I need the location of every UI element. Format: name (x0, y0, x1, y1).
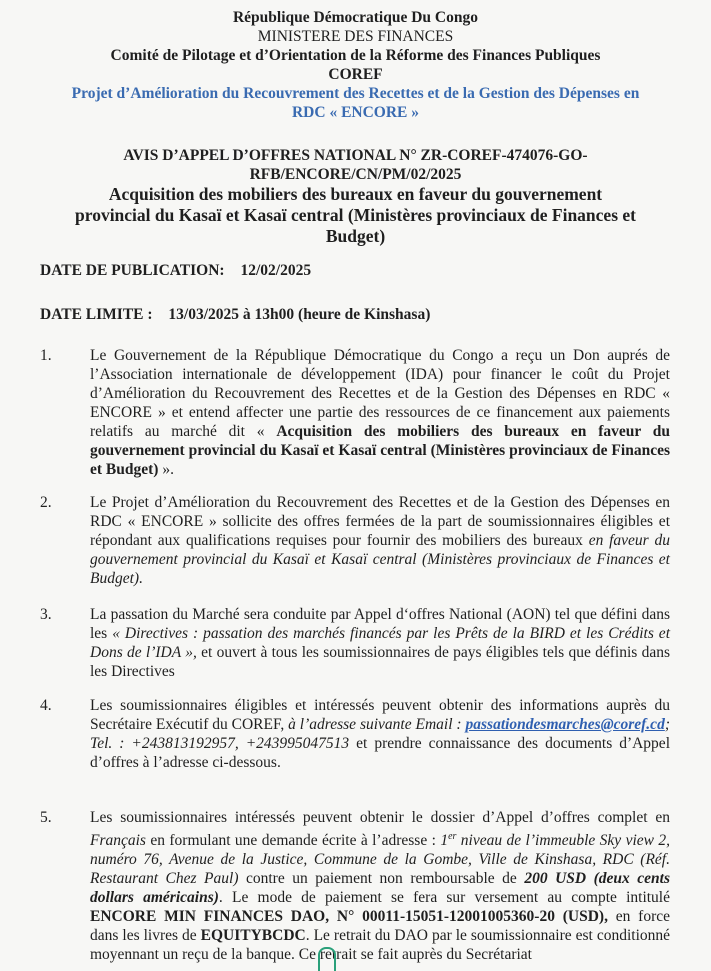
clause-5 (40, 808, 670, 964)
floor-ordinal: er (448, 831, 457, 842)
email-link[interactable]: passationdesmarches@coref.cd (465, 716, 665, 733)
clause-text (90, 605, 670, 681)
ministry-name: MINISTERE DES FINANCES (257, 28, 454, 45)
deadline-label: DATE LIMITE : (40, 306, 153, 323)
clause-4 (40, 696, 670, 772)
clause-1 (40, 346, 670, 479)
clause-text (90, 696, 670, 772)
clause-text-tail: ». (158, 461, 174, 478)
fee-amount: 200 USD (deux cents dollars américains) (90, 870, 670, 907)
notice-title-line3: Budget) (325, 226, 386, 246)
project-name-line2: RDC « ENCORE » (291, 104, 420, 121)
committee-acronym: COREF (328, 66, 383, 83)
notice-title-line2: provincial du Kasaï et Kasaï central (Ministères provinciaux de Finances et (75, 205, 636, 225)
signature-mark-icon (318, 947, 336, 971)
clause-text-italic: à l’adresse suivante Email : (288, 716, 462, 733)
clause-2 (40, 493, 670, 588)
clause-text-plain: Les soumissionnaires éligibles et intéressés peuvent obtenir des informations auprès du Secrétaire Exécutif du COREF, (90, 697, 670, 733)
bank-name: EQUITYBCDC (200, 927, 306, 945)
clause-text-plain: Le Projet d’Amélioration du Recouvrement des Recettes et de la Gestion des Dépenses en RDC « ENCORE » sollicite des offres fermées de la part de soumissionnaires éligibles et répondant aux qualifications requises pour fournir des mobiliers des bureaux (90, 494, 670, 549)
clause-text-plain: La passation du Marché sera conduite par Appel d‘offres National (AON) tel que défini dans les (90, 606, 670, 642)
clause-text-plain: . Le mode de paiement se fera sur versement au compte intitulé (218, 889, 670, 907)
deadline-value: 13/03/2025 à 13h00 (heure de Kinshasa) (168, 306, 431, 323)
language-italic: Français (90, 832, 146, 850)
clause-text (90, 346, 670, 479)
clause-text (90, 808, 670, 964)
deadline-date (40, 306, 430, 324)
floor-number: 1 (440, 832, 449, 850)
clause-text-plain: Les soumissionnaires intéressés peuvent obtenir le dossier d’Appel d’offres complet en (90, 809, 670, 826)
clause-text-tail: et prendre connaissance des documents d’Appel d’offres à l’adresse ci-dessous. (90, 735, 670, 771)
project-name-line1: Projet d’Amélioration du Recouvrement des Recettes et de la Gestion des Dépenses en (71, 85, 640, 102)
notice-title-line1: Acquisition des mobiliers des bureaux en faveur du gouvernement (108, 184, 603, 204)
clause-text-italic: en faveur du gouvernement provincial du Kasaï et Kasaï central (Ministères provinciaux de Finances et Budget). (90, 532, 670, 587)
clause-3 (40, 605, 670, 681)
clause-text-plain: en force dans les livres de (90, 908, 670, 945)
bank-account: ENCORE MIN FINANCES DAO, N° 00011-15051-12001005360-20 (USD), (90, 908, 608, 926)
clause-number: 2. (40, 494, 52, 511)
clause-number: 1. (40, 347, 52, 364)
clause-number: 3. (40, 606, 52, 623)
notice-number-line2: RFB/ENCORE/CN/PM/02/2025 (249, 166, 462, 183)
clause-text-bold: Acquisition des mobiliers des bureaux en faveur du gouvernement provincial du Kasaï et Kasaï central (Ministères provinciaux de Finances et Budget) (90, 423, 670, 478)
notice-number (0, 146, 711, 184)
clause-text-plain: contre un paiement non remboursable de (238, 870, 525, 888)
publication-date-label: DATE DE PUBLICATION: (40, 262, 225, 279)
notice-title (0, 184, 711, 247)
clause-text-plain: . Le retrait du DAO par le soumissionnaire est conditionné moyennant un reçu de la banque. Ce retrait se fait auprès du Secrétariat (90, 927, 670, 964)
address-text: niveau de l’immeuble Sky view 2, numéro 76, Avenue de la Justice, Commune de la Gombe, Ville de Kinshasa, RDC (Réf. Restaurant Chez Paul) (90, 832, 670, 888)
publication-date-value: 12/02/2025 (240, 262, 312, 279)
clause-number: 4. (40, 697, 52, 714)
clause-text-tail: et ouvert à tous les soumissionnaires de pays éligibles tels que définis dans les Directives (90, 644, 670, 680)
clause-number: 5. (40, 809, 52, 826)
publication-date (40, 262, 311, 280)
committee-name: Comité de Pilotage et d’Orientation de la Réforme des Finances Publiques (110, 47, 601, 64)
clause-text-plain: en formulant une demande écrite à l’adresse : (145, 832, 441, 850)
country-name: République Démocratique Du Congo (232, 9, 478, 26)
clause-text (90, 493, 670, 588)
clause-text-italic: « Directives : passation des marchés financés par les Prêts de la BIRD et les Crédits et Dons de l’IDA », (90, 625, 670, 661)
phone-numbers: ; Tel. : +243813192957, +243995047513 (90, 716, 670, 752)
letterhead (0, 8, 711, 122)
clause-text-plain: Le Gouvernement de la République Démocratique du Congo a reçu un Don auprés de l’Association internationale de développement (IDA) pour financer le coût du Projet d’Amélioration du Recouvrement des Recettes et de la Gestion des Dépenses en RDC « ENCORE » et entend affecter une partie des ressources de ce financement aux paiements relatifs au marché dit « (90, 347, 670, 440)
notice-number-line1: AVIS D’APPEL D’OFFRES NATIONAL N° ZR-COREF-474076-GO- (123, 147, 588, 164)
